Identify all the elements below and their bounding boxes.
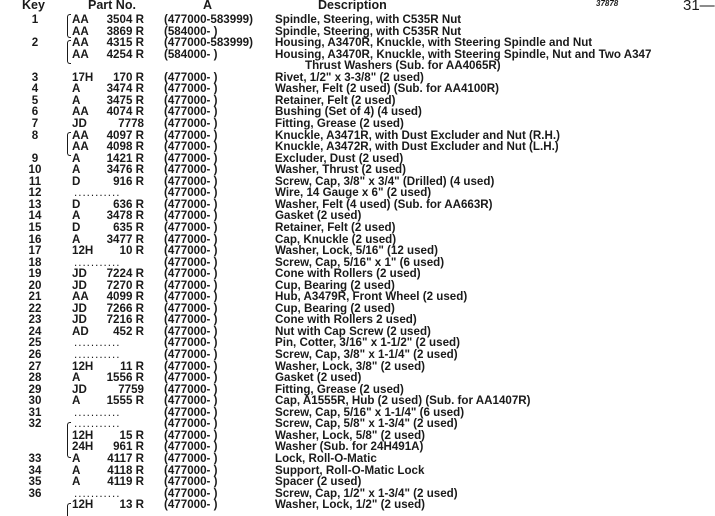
row-description: Thrust Washers (Sub. for AA4065R) bbox=[305, 59, 501, 73]
row-key: 26 bbox=[28, 348, 42, 361]
row-part-number: 3476 R bbox=[106, 163, 144, 177]
row-serial-range: (477000- ) bbox=[164, 394, 218, 408]
row-part-prefix: 17H bbox=[72, 70, 94, 84]
row-key: 31 bbox=[28, 405, 42, 419]
row-key: 18 bbox=[28, 255, 42, 269]
row-description: Retainer, Felt (2 used) bbox=[275, 93, 396, 107]
header-key: Key bbox=[22, 0, 45, 12]
row-serial-range: (584000- ) bbox=[164, 47, 218, 61]
row-serial-range: (477000- ) bbox=[164, 70, 218, 84]
row-key: 9 bbox=[31, 151, 39, 165]
row-description: Rivet, 1/2" x 3-3/8" (2 used) bbox=[275, 70, 424, 84]
group-brace bbox=[67, 503, 71, 516]
row-description: Washer, Felt (4 used) (Sub. for AA663R) bbox=[275, 197, 493, 211]
row-part-dots: ........... bbox=[74, 348, 121, 361]
row-description: Washer (Sub. for 24H491A) bbox=[275, 440, 424, 454]
row-part-number: 1421 R bbox=[106, 151, 144, 165]
row-part-prefix: AD bbox=[72, 324, 89, 338]
row-part-prefix: 12H bbox=[72, 359, 94, 373]
row-serial-range: (477000- ) bbox=[164, 359, 218, 373]
header-part-no: Part No. bbox=[88, 0, 136, 12]
row-part-number: 13 R bbox=[119, 498, 144, 512]
row-part-number: 7224 R bbox=[106, 267, 144, 281]
row-part-prefix: JD bbox=[72, 313, 87, 327]
row-key: 25 bbox=[28, 336, 42, 350]
row-part-dots: ........... bbox=[74, 186, 121, 200]
row-key: 19 bbox=[28, 267, 42, 281]
row-key: 7 bbox=[31, 117, 39, 130]
row-serial-range: (477000- ) bbox=[164, 417, 218, 431]
row-serial-range: (477000- ) bbox=[164, 498, 218, 512]
row-part-number: 3869 R bbox=[106, 24, 144, 38]
row-part-number: 4098 R bbox=[106, 140, 144, 154]
row-key: 20 bbox=[28, 278, 42, 292]
row-description: Cap, Knuckle (2 used) bbox=[275, 232, 397, 246]
row-description: Retainer, Felt (2 used) bbox=[275, 220, 396, 234]
row-description: Gasket (2 used) bbox=[275, 371, 362, 385]
row-serial-range: (477000- ) bbox=[164, 255, 218, 269]
row-part-number: 916 R bbox=[113, 174, 144, 188]
row-part-number: 4074 R bbox=[106, 105, 144, 119]
row-key: 16 bbox=[28, 232, 42, 246]
row-part-prefix: A bbox=[72, 151, 81, 165]
row-serial-range: (477000- ) bbox=[164, 336, 218, 350]
row-key: 3 bbox=[31, 70, 39, 84]
row-description: Screw, Cap, 5/16" x 1-1/4" (6 used) bbox=[275, 405, 465, 419]
row-part-prefix: A bbox=[72, 475, 81, 488]
row-description: Fitting, Grease (2 used) bbox=[275, 382, 404, 396]
row-part-number: 4315 R bbox=[106, 36, 144, 50]
row-part-prefix: 12H bbox=[72, 498, 94, 512]
row-part-number: 4097 R bbox=[106, 128, 144, 142]
row-key: 21 bbox=[28, 290, 42, 304]
row-key: 15 bbox=[28, 220, 42, 234]
header-small-number: 37878 bbox=[596, 0, 619, 8]
row-part-number: 3477 R bbox=[106, 232, 144, 246]
row-part-number: 1555 R bbox=[106, 394, 144, 408]
row-description: Bushing (Set of 4) (4 used) bbox=[275, 105, 422, 119]
row-description: Pin, Cotter, 3/16" x 1-1/2" (2 used) bbox=[275, 336, 460, 350]
row-part-number: 7216 R bbox=[106, 313, 144, 327]
row-serial-range: (477000- ) bbox=[164, 451, 218, 465]
row-serial-range: (477000- ) bbox=[164, 174, 218, 188]
row-part-prefix: 24H bbox=[72, 440, 94, 454]
row-part-prefix: A bbox=[72, 451, 81, 465]
row-description: Wire, 14 Gauge x 6" (2 used) bbox=[275, 186, 432, 200]
row-key: 2 bbox=[31, 36, 39, 50]
row-part-dots: ........... bbox=[74, 336, 121, 350]
row-key: 8 bbox=[31, 128, 39, 142]
row-part-prefix: D bbox=[72, 174, 81, 188]
row-part-number: 3478 R bbox=[106, 209, 144, 223]
row-description: Gasket (2 used) bbox=[275, 209, 362, 223]
row-key: 5 bbox=[31, 93, 39, 107]
row-description: Screw, Cap, 1/2" x 1-3/4" (2 used) bbox=[275, 486, 458, 500]
row-description: Housing, A3470R, Knuckle, with Steering Spindle and Nut bbox=[275, 36, 593, 50]
header-description: Description bbox=[318, 0, 387, 12]
row-part-prefix: JD bbox=[72, 382, 87, 396]
row-part-number: 4119 R bbox=[107, 475, 144, 488]
row-description: Fitting, Grease (2 used) bbox=[275, 117, 404, 130]
row-serial-range: (477000- ) bbox=[164, 209, 218, 223]
row-description: Lock, Roll-O-Matic bbox=[275, 451, 377, 465]
row-part-prefix: AA bbox=[72, 36, 89, 50]
row-part-prefix: A bbox=[72, 232, 81, 246]
row-key: 33 bbox=[28, 451, 42, 465]
row-serial-range: (477000- ) bbox=[164, 324, 218, 338]
row-description: Washer, Lock, 1/2" (2 used) bbox=[275, 498, 426, 512]
row-serial-range: (477000-583999) bbox=[164, 36, 253, 50]
row-description: Knuckle, A3471R, with Dust Excluder and Nut (R.H.) bbox=[275, 128, 560, 142]
row-part-number: 4117 R bbox=[107, 451, 144, 465]
row-part-prefix: JD bbox=[72, 278, 87, 292]
row-serial-range: (477000- ) bbox=[164, 463, 218, 477]
row-description: Housing, A3470R, Knuckle, with Steering Spindle, Nut and Two A347 bbox=[275, 47, 652, 61]
row-part-prefix: 12H bbox=[72, 244, 94, 257]
row-description: Washer, Lock, 3/8" (2 used) bbox=[275, 359, 426, 373]
table-row bbox=[0, 499, 715, 511]
row-serial-range: (477000- ) bbox=[164, 440, 218, 454]
row-description: Cup, Bearing (2 used) bbox=[275, 301, 395, 315]
row-description: Screw, Cap, 3/8" x 3/4" (Drilled) (4 used) bbox=[275, 174, 495, 188]
group-brace bbox=[67, 422, 71, 458]
row-part-dots: ........... bbox=[74, 486, 121, 500]
row-part-number: 4254 R bbox=[106, 47, 144, 61]
row-part-prefix: AA bbox=[72, 290, 89, 304]
row-part-prefix: A bbox=[72, 209, 81, 223]
row-part-number: 635 R bbox=[113, 220, 144, 234]
row-description: Screw, Cap, 5/16" x 1" (6 used) bbox=[275, 255, 445, 269]
row-part-number: 3475 R bbox=[106, 93, 144, 107]
row-key: 24 bbox=[28, 324, 42, 338]
row-part-number: 636 R bbox=[113, 197, 144, 211]
row-serial-range: (477000- ) bbox=[164, 301, 218, 315]
row-key: 4 bbox=[31, 82, 39, 96]
row-part-number: 1556 R bbox=[106, 371, 144, 385]
row-serial-range: (477000- ) bbox=[164, 244, 218, 257]
row-part-number: 7778 bbox=[118, 117, 144, 130]
row-part-number: 15 R bbox=[119, 428, 144, 442]
row-description: Washer, Felt (2 used) (Sub. for AA4100R) bbox=[275, 82, 499, 96]
row-serial-range: (477000- ) bbox=[164, 163, 218, 177]
row-part-prefix: AA bbox=[72, 128, 89, 142]
row-key: 35 bbox=[28, 475, 42, 488]
row-description: Spindle, Steering, with C535R Nut bbox=[275, 24, 462, 38]
row-description: Cup, Bearing (2 used) bbox=[275, 278, 395, 292]
row-serial-range: (477000- ) bbox=[164, 220, 218, 234]
row-part-prefix: A bbox=[72, 163, 81, 177]
row-part-prefix: JD bbox=[72, 267, 87, 281]
row-description: Screw, Cap, 3/8" x 1-1/4" (2 used) bbox=[275, 348, 458, 361]
row-description: Spacer (2 used) bbox=[275, 475, 362, 488]
row-serial-range: (477000- ) bbox=[164, 382, 218, 396]
row-key: 12 bbox=[28, 186, 42, 200]
row-serial-range: (477000-583999) bbox=[164, 13, 253, 26]
row-key: 10 bbox=[28, 163, 42, 177]
row-part-number: 11 R bbox=[120, 359, 144, 373]
row-serial-range: (477000- ) bbox=[164, 151, 218, 165]
row-part-prefix: D bbox=[72, 197, 81, 211]
row-key: 11 bbox=[28, 174, 42, 188]
row-key: 34 bbox=[28, 463, 42, 477]
row-part-dots: ........... bbox=[74, 417, 121, 431]
row-serial-range: (477000- ) bbox=[164, 371, 218, 385]
row-serial-range: (477000- ) bbox=[164, 405, 218, 419]
row-description: Screw, Cap, 5/8" x 1-3/4" (2 used) bbox=[275, 417, 458, 431]
row-serial-range: (477000- ) bbox=[164, 128, 218, 142]
row-key: 36 bbox=[28, 486, 42, 500]
page-number: 31— bbox=[683, 0, 715, 14]
row-part-number: 4099 R bbox=[106, 290, 144, 304]
row-key: 14 bbox=[28, 209, 42, 223]
row-part-number: 7759 bbox=[118, 382, 144, 396]
row-serial-range: (477000- ) bbox=[164, 232, 218, 246]
row-serial-range: (477000- ) bbox=[164, 186, 218, 200]
row-part-dots: ........... bbox=[74, 255, 121, 269]
row-key: 28 bbox=[28, 371, 42, 385]
row-part-number: 3504 R bbox=[106, 13, 144, 26]
row-part-number: 3474 R bbox=[106, 82, 144, 96]
row-serial-range: (477000- ) bbox=[164, 105, 218, 119]
row-description: Cap, A1555R, Hub (2 used) (Sub. for AA1407R) bbox=[275, 394, 531, 408]
row-part-prefix: AA bbox=[72, 13, 89, 26]
row-serial-range: (477000- ) bbox=[164, 140, 218, 154]
row-description: Excluder, Dust (2 used) bbox=[275, 151, 404, 165]
row-description: Cone with Rollers 2 used) bbox=[275, 313, 417, 327]
row-description: Support, Roll-O-Matic Lock bbox=[275, 463, 425, 477]
row-part-prefix: AA bbox=[72, 47, 89, 61]
row-key: 30 bbox=[28, 394, 42, 408]
row-description: Nut with Cap Screw (2 used) bbox=[275, 324, 431, 338]
group-brace bbox=[67, 132, 71, 156]
row-part-prefix: JD bbox=[72, 117, 87, 130]
row-serial-range: (477000- ) bbox=[164, 278, 218, 292]
row-part-prefix: A bbox=[72, 371, 81, 385]
row-key: 13 bbox=[28, 197, 42, 211]
row-serial-range: (477000- ) bbox=[164, 93, 218, 107]
row-description: Hub, A3479R, Front Wheel (2 used) bbox=[275, 290, 468, 304]
row-part-prefix: JD bbox=[72, 301, 87, 315]
row-serial-range: (477000- ) bbox=[164, 267, 218, 281]
row-part-prefix: D bbox=[72, 220, 81, 234]
row-serial-range: (477000- ) bbox=[164, 82, 218, 96]
row-description: Washer, Lock, 5/8" (2 used) bbox=[275, 428, 426, 442]
row-part-number: 961 R bbox=[113, 440, 144, 454]
row-description: Washer, Lock, 5/16" (12 used) bbox=[275, 244, 438, 257]
row-serial-range: (477000- ) bbox=[164, 117, 218, 130]
row-description: Washer, Thrust (2 used) bbox=[275, 163, 406, 177]
row-key: 6 bbox=[31, 105, 39, 119]
row-part-number: 7266 R bbox=[106, 301, 144, 315]
group-brace bbox=[67, 40, 71, 64]
row-part-prefix: A bbox=[72, 463, 81, 477]
row-key: 29 bbox=[28, 382, 42, 396]
row-key: 22 bbox=[28, 301, 42, 315]
row-serial-range: (477000- ) bbox=[164, 428, 218, 442]
row-serial-range: (477000- ) bbox=[164, 313, 218, 327]
row-key: 17 bbox=[28, 244, 42, 257]
row-serial-range: (477000- ) bbox=[164, 475, 218, 488]
row-description: Knuckle, A3472R, with Dust Excluder and Nut (L.H.) bbox=[275, 140, 559, 154]
row-part-number: 4118 R bbox=[107, 463, 144, 477]
row-part-prefix: A bbox=[72, 82, 81, 96]
row-serial-range: (477000- ) bbox=[164, 348, 218, 361]
row-part-number: 452 R bbox=[113, 324, 144, 338]
row-part-prefix: A bbox=[72, 394, 81, 408]
row-part-dots: ........... bbox=[74, 405, 121, 419]
row-key: 23 bbox=[28, 313, 42, 327]
row-part-prefix: AA bbox=[72, 105, 89, 119]
row-key: 27 bbox=[28, 359, 42, 373]
row-part-prefix: A bbox=[72, 93, 81, 107]
row-part-number: 7270 R bbox=[106, 278, 144, 292]
row-description: Cone with Rollers (2 used) bbox=[275, 267, 421, 281]
row-serial-range: (477000- ) bbox=[164, 486, 218, 500]
row-part-number: 170 R bbox=[113, 70, 144, 84]
row-part-prefix: 12H bbox=[72, 428, 94, 442]
row-key: 1 bbox=[31, 13, 39, 26]
row-part-number: 10 R bbox=[119, 244, 144, 257]
row-part-prefix: AA bbox=[72, 24, 89, 38]
row-description: Spindle, Steering, with C535R Nut bbox=[275, 13, 462, 26]
row-key: 32 bbox=[28, 417, 42, 431]
header-col-a: A bbox=[203, 0, 213, 12]
row-serial-range: (477000- ) bbox=[164, 197, 218, 211]
group-brace bbox=[67, 14, 71, 38]
row-serial-range: (477000- ) bbox=[164, 290, 218, 304]
row-part-prefix: AA bbox=[72, 140, 89, 154]
row-serial-range: (584000- ) bbox=[164, 24, 218, 38]
